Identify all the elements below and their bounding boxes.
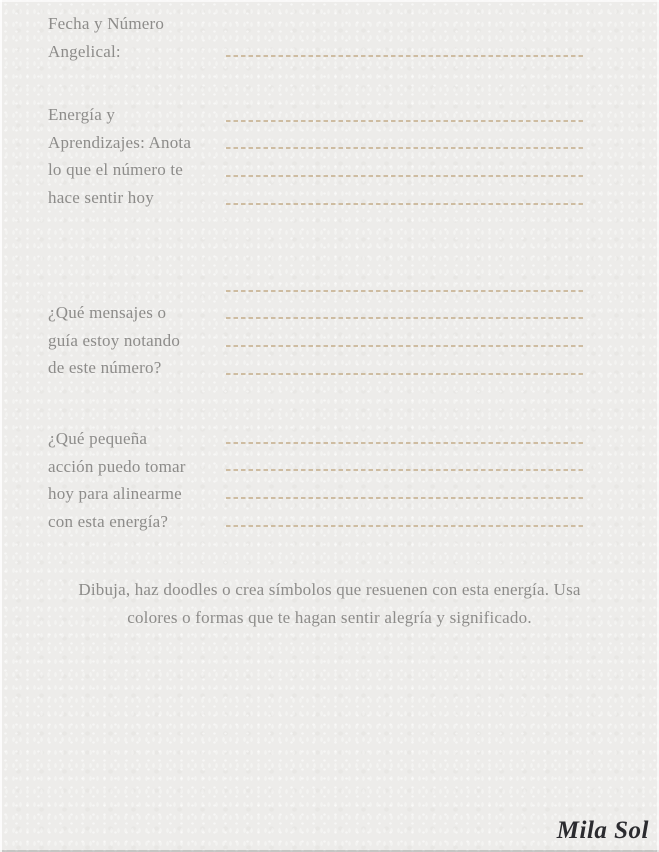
- field-label-line: Angelical:: [48, 41, 121, 61]
- field-label-line: con esta energía?: [48, 512, 169, 532]
- answer-lines: [226, 30, 585, 58]
- writing-line: [226, 95, 585, 123]
- drawing-prompt-line: Dibuja, haz doodles o crea símbolos que resuenen con esta energía. Usa: [78, 580, 581, 599]
- drawing-prompt-line: colores o formas que te hagan sentir alegría y significado.: [127, 607, 532, 627]
- field-label-line: lo que el número te: [48, 160, 184, 180]
- field-label: [48, 10, 224, 65]
- writing-line: [226, 445, 585, 473]
- answer-lines: [226, 95, 585, 206]
- field-label-line: Aprendizajes: Anota: [48, 132, 192, 152]
- drawing-prompt: [40, 576, 619, 631]
- writing-line: [226, 320, 585, 348]
- field-label-line: hoy para alinearme: [48, 484, 182, 504]
- writing-line: [226, 348, 585, 376]
- field-label-line: acción puedo tomar: [48, 456, 186, 476]
- field-label: [48, 299, 224, 382]
- writing-line: [226, 30, 585, 58]
- writing-line: [226, 472, 585, 500]
- answer-lines: [226, 265, 585, 376]
- brand-signature: Mila Sol: [556, 817, 649, 844]
- writing-line: [226, 500, 585, 528]
- writing-line: [226, 265, 585, 293]
- field-label-line: ¿Qué mensajes o: [48, 303, 167, 322]
- writing-line: [226, 150, 585, 178]
- field-label-line: ¿Qué pequeña: [48, 429, 148, 448]
- writing-line: [226, 293, 585, 321]
- field-label: [48, 425, 224, 536]
- field-label: [48, 101, 224, 212]
- answer-lines: [226, 417, 585, 528]
- field-label-line: Fecha y Número: [48, 14, 165, 33]
- field-label-line: de este número?: [48, 358, 162, 378]
- writing-line: [226, 178, 585, 206]
- writing-line: [226, 417, 585, 445]
- writing-line: [226, 123, 585, 151]
- field-label-line: hace sentir hoy: [48, 188, 154, 208]
- field-label-line: Energía y: [48, 105, 116, 124]
- field-label-line: guía estoy notando: [48, 330, 181, 350]
